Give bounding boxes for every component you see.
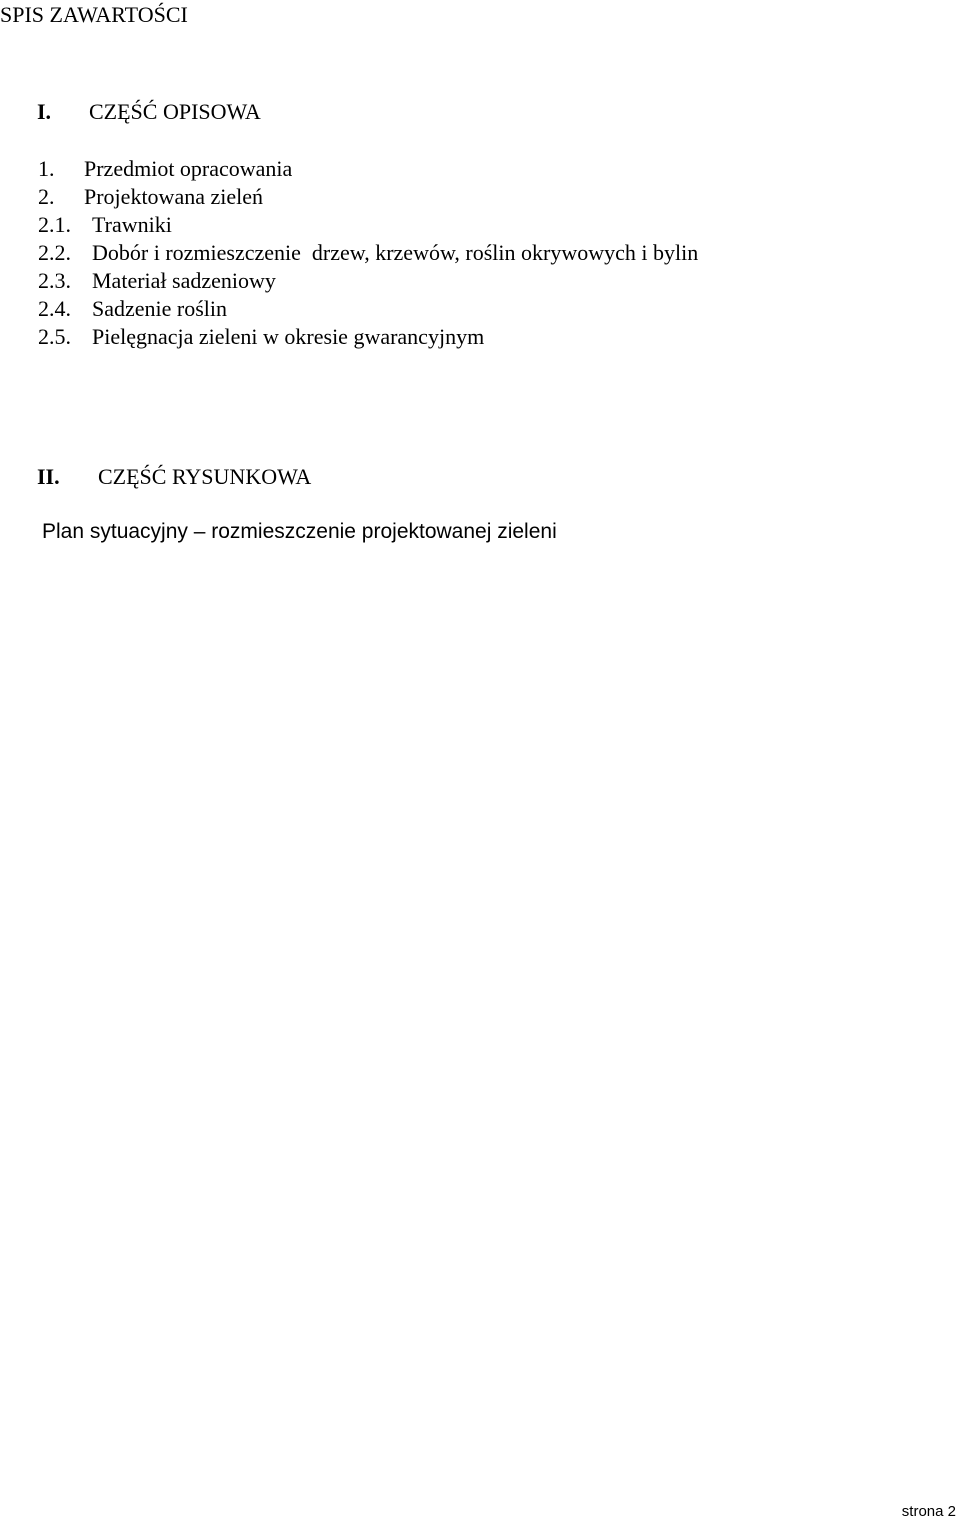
toc-item-number: 2.2. [38,240,71,265]
toc-item-text: Sadzenie roślin [92,296,228,321]
page-number: strona 2 [901,1503,956,1520]
toc-item-number: 2.1. [38,212,71,237]
part2-heading: CZĘŚĆ RYSUNKOWA [98,464,312,489]
part2-number [37,464,60,490]
part1-heading: CZĘŚĆ OPISOWA [89,99,261,124]
toc-item-text: Trawniki [92,212,172,237]
part2-number-text: II. [37,464,60,489]
toc-item-number: 2.4. [38,296,71,321]
drawing-plan-item: Plan sytuacyjny – rozmieszczenie projektowanej zieleni [42,520,557,543]
toc-item-text: Projektowana zieleń [84,184,263,209]
part1-number-text: I. [37,99,52,124]
toc-item-number: 2. [38,184,55,209]
toc-item-number: 1. [38,156,55,181]
toc-item-text: Przedmiot opracowania [84,156,293,181]
toc-item-number: 2.3. [38,268,71,293]
toc-item-text: Pielęgnacja zieleni w okresie gwarancyjnym [92,324,485,349]
toc-item-number: 2.5. [38,324,71,349]
toc-item-text: Materiał sadzeniowy [92,268,276,293]
page-title: SPIS ZAWARTOŚCI [0,2,188,27]
part1-number [37,99,51,125]
toc-item-text: Dobór i rozmieszczenie drzew, krzewów, roślin okrywowych i bylin [92,240,699,265]
